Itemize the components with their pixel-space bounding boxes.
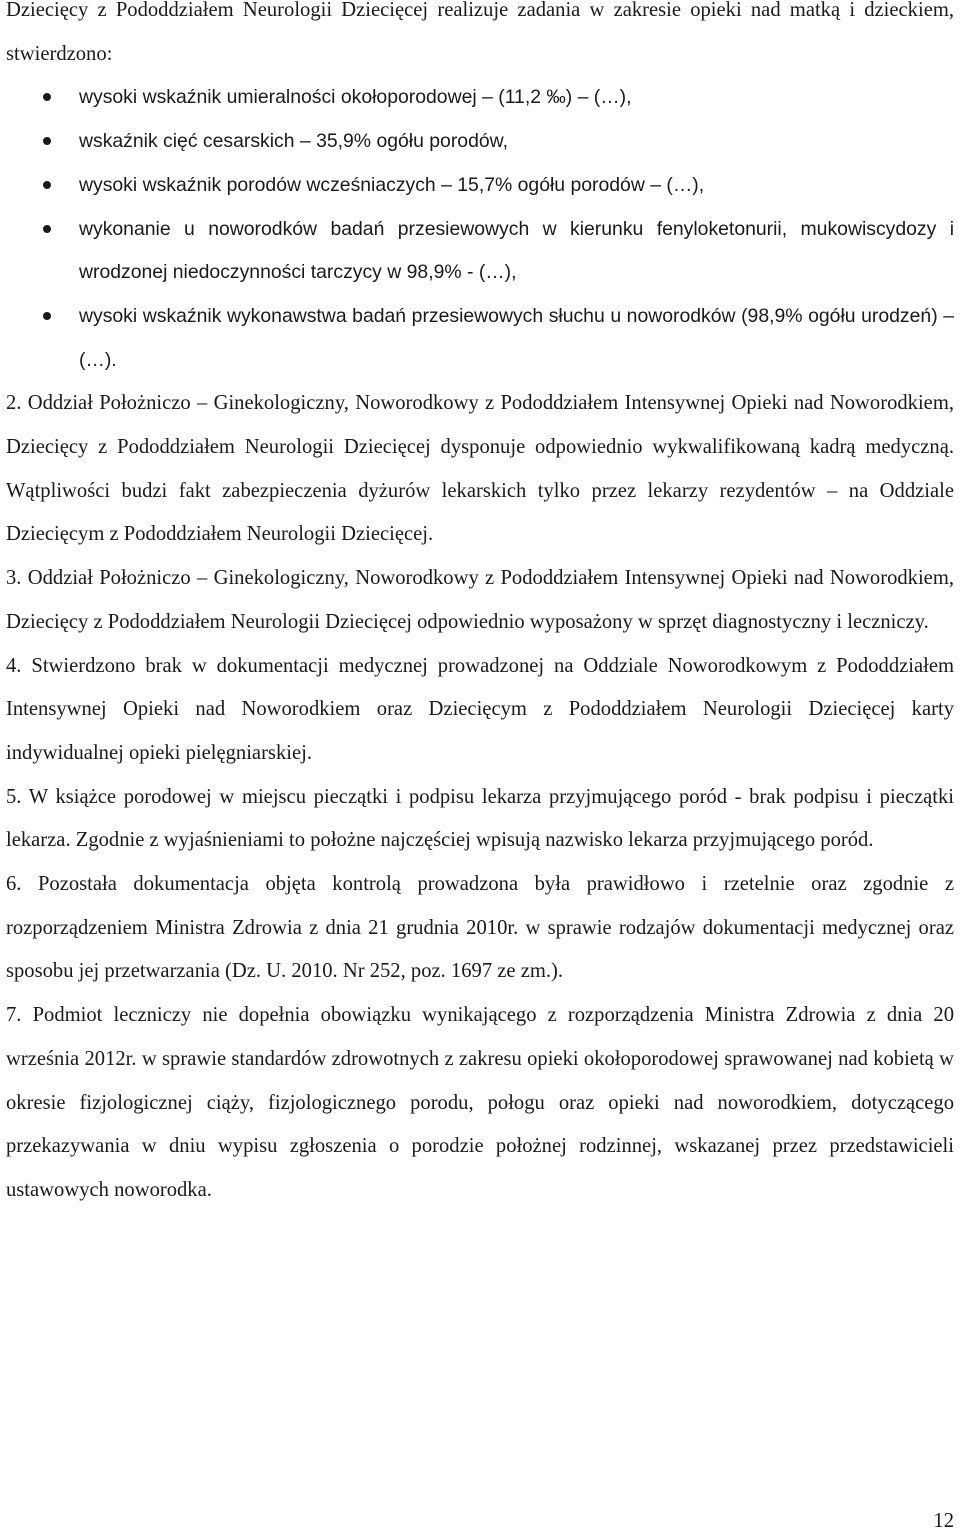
bullet-icon	[43, 312, 51, 320]
bullet-icon	[43, 137, 51, 145]
list-item: wysoki wskaźnik wykonawstwa badań przesiewowych słuchu u noworodków (98,9% ogółu urodzeń) – (…).	[6, 295, 954, 382]
paragraph-2: 2. Oddział Położniczo – Ginekologiczny, Noworodkowy z Pododdziałem Intensywnej Opieki nad Noworodkiem, Dziecięcy z Pododdziałem Neurologii Dziecięcej dysponuje odpowiednio wykwalifikowaną kadrą medyczną. Wątpliwości budzi fakt zabezpieczenia dyżurów lekarskich tylko przez lekarzy rezydentów – na Oddziale Dziecięcym z Pododdziałem Neurologii Dziecięcej.	[6, 392, 954, 546]
intro-paragraph: Dziecięcy z Pododdziałem Neurologii Dziecięcej realizuje zadania w zakresie opieki nad matką i dzieckiem, stwierdzono:	[6, 0, 954, 65]
paragraph-5: 5. W książce porodowej w miejscu pieczątki i podpisu lekarza przyjmującego poród - brak podpisu i pieczątki lekarza. Zgodnie z wyjaśnieniami to położne najczęściej wpisują nazwisko lekarza przyjmującego poród.	[6, 785, 954, 852]
bullet-icon	[43, 93, 51, 101]
paragraph-4: 4. Stwierdzono brak w dokumentacji medycznej prowadzonej na Oddziale Noworodkowym z Pododdziałem Intensywnej Opieki nad Noworodkiem oraz Dziecięcym z Pododdziałem Neurologii Dziecięcej karty indywidualnej opieki pielęgniarskiej.	[6, 654, 954, 764]
list-item: wykonanie u noworodków badań przesiewowych w kierunku fenyloketonurii, mukowiscydozy i wrodzonej niedoczynności tarczycy w 98,9% - (…),	[6, 208, 954, 295]
list-item: wysoki wskaźnik umieralności okołoporodowej – (11,2 ‰) – (…),	[6, 76, 954, 120]
bullet-icon	[43, 225, 51, 233]
list-item: wysoki wskaźnik porodów wcześniaczych – 15,7% ogółu porodów – (…),	[6, 164, 954, 208]
bullet-icon	[43, 181, 51, 189]
list-item: wskaźnik cięć cesarskich – 35,9% ogółu porodów,	[6, 120, 954, 164]
document-page	[6, 0, 954, 1213]
paragraph-3: 3. Oddział Położniczo – Ginekologiczny, Noworodkowy z Pododdziałem Intensywnej Opieki nad Noworodkiem, Dziecięcy z Pododdziałem Neurologii Dziecięcej odpowiednio wyposażony w sprzęt diagnostyczny i leczniczy.	[6, 567, 954, 633]
paragraph-6: 6. Pozostała dokumentacja objęta kontrolą prowadzona była prawidłowo i rzetelnie oraz zgodnie z rozporządzeniem Ministra Zdrowia z dnia 21 grudnia 2010r. w sprawie rodzajów dokumentacji medycznej oraz sposobu jej przetwarzania (Dz. U. 2010. Nr 252, poz. 1697 ze zm.).	[6, 873, 954, 983]
findings-bullet-list	[6, 76, 954, 382]
paragraph-7: 7. Podmiot leczniczy nie dopełnia obowiązku wynikającego z rozporządzenia Ministra Zdrowia z dnia 20 września 2012r. w sprawie standardów zdrowotnych z zakresu opieki okołoporodowej sprawowanej nad kobietą w okresie fizjologicznej ciąży, fizjologicznego porodu, połogu oraz opieki nad noworodkiem, dotyczącego przekazywania w dniu wypisu zgłoszenia o porodzie położnej rodzinnej, wskazanej przez przedstawicieli ustawowych noworodka.	[6, 1004, 954, 1201]
page-number: 12	[933, 1510, 954, 1532]
